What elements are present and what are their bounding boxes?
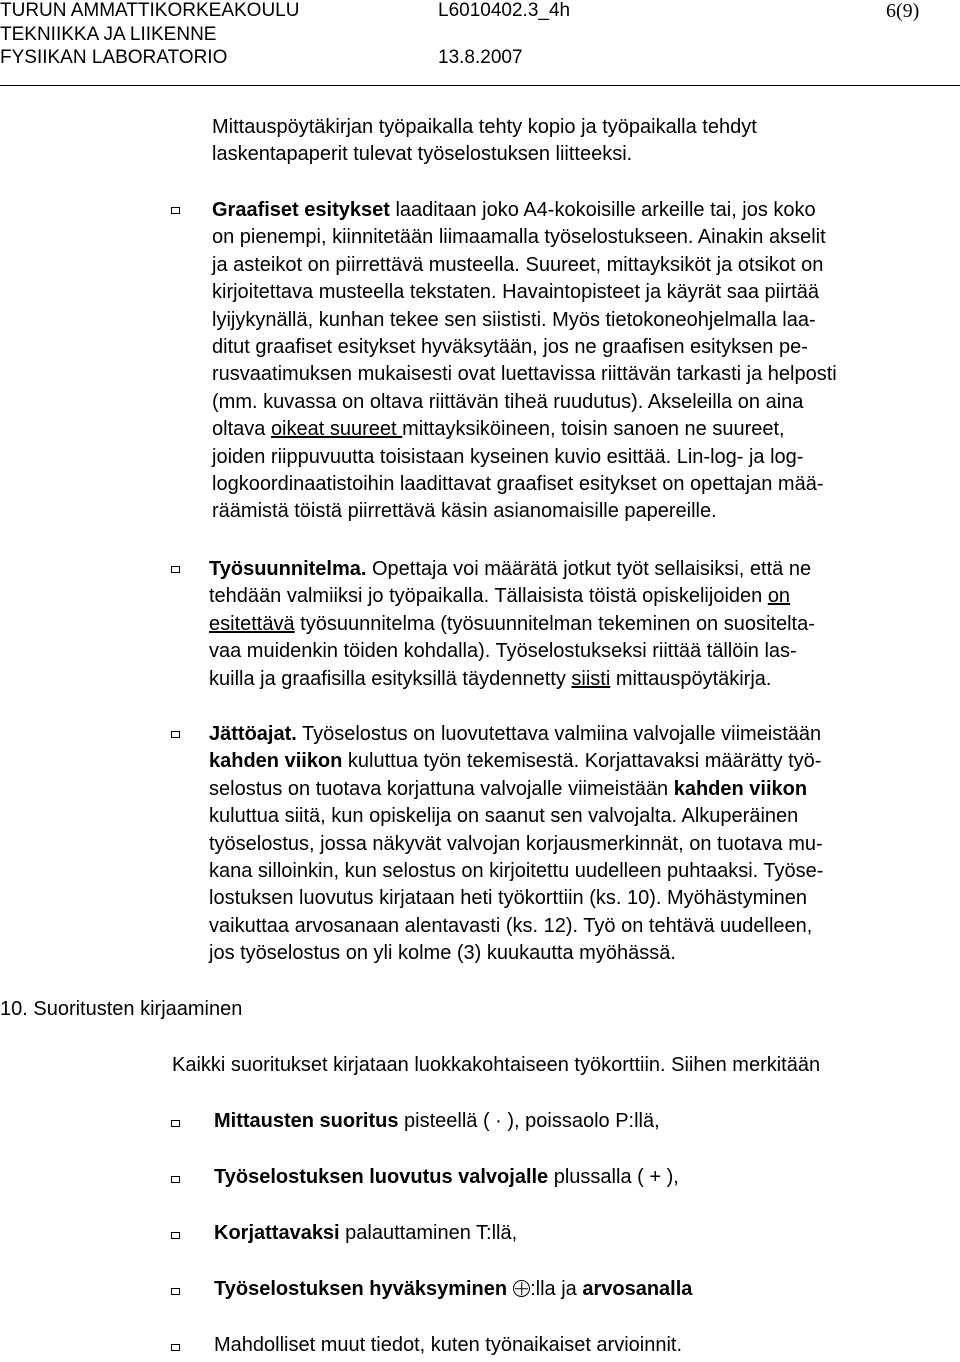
- text-span: palauttaminen T:llä,: [339, 1222, 518, 1244]
- text-span: oltava: [212, 418, 271, 441]
- underlined-text: on: [767, 585, 791, 608]
- faculty-name: TEKNIIKKA JA LIIKENNE: [0, 24, 217, 45]
- bullet-square-icon: [171, 731, 180, 738]
- underlined-text: siisti: [571, 667, 611, 690]
- text-line: logkoordinaatistoihin laadittavat graafiset esitykset on opettajan mää-: [212, 473, 824, 496]
- text-line: laskentapaperit tulevat työselostuksen liitteeksi.: [212, 143, 633, 166]
- text-line: räämistä töistä piirrettävä käsin asianomaisille papereille.: [212, 500, 717, 523]
- school-name: TURUN AMMATTIKORKEAKOULU: [0, 0, 300, 21]
- workplan-title: Työsuunnitelma.: [209, 558, 367, 580]
- text-span: pisteellä ( · ), poissaolo P:llä,: [398, 1110, 660, 1132]
- list-item: [214, 1334, 682, 1357]
- intro-paragraph: [212, 114, 757, 169]
- bold-text: Korjattavaksi: [214, 1222, 340, 1244]
- section-intro: Kaikki suoritukset kirjataan luokkakohtaiseen työkorttiin. Siihen merkitään: [172, 1054, 821, 1076]
- bullet-square-icon: [171, 1232, 180, 1239]
- deadlines-paragraph: [209, 721, 823, 968]
- circled-plus-icon: [513, 1280, 530, 1297]
- text-line: vaikuttaa arvosanaan alentavasti (ks. 12). Työ on tehtävä uudelleen,: [209, 914, 813, 937]
- text-line: rusvaatimuksen mukaisesti ovat luettavissa riittävän tarkasti ja helposti: [212, 363, 837, 386]
- text-span: mittauspöytäkirja.: [610, 667, 772, 690]
- text-line: (mm. kuvassa on oltava riittävän tiheä ruudutus). Akseleilla on aina: [212, 390, 804, 413]
- bullet-square-icon: [171, 1176, 180, 1183]
- bold-text: Työselostuksen hyväksyminen: [214, 1278, 508, 1300]
- list-item: [214, 1110, 660, 1133]
- bullet-square-icon: [171, 207, 180, 214]
- text-span: Opettaja voi määrätä jotkut työt sellaisiksi, että ne: [366, 558, 812, 580]
- text-span: mittayksiköineen, toisin sanoen ne suureet,: [402, 418, 785, 441]
- section-heading: 10. Suoritusten kirjaaminen: [0, 998, 243, 1020]
- text-span: Mahdolliset muut tiedot, kuten työnaikaiset arvioinnit.: [214, 1334, 683, 1356]
- list-item: [214, 1222, 517, 1245]
- text-span: Työselostus on luovutettava valmiina valvojalle viimeistään: [296, 723, 822, 745]
- text-line: kirjoitettava musteella tekstaten. Havaintopisteet ja käyrät saa piirtää: [212, 281, 819, 304]
- bullet-square-icon: [171, 1120, 180, 1127]
- text-line: on pienempi, kiinnitetään liimaamalla työselostukseen. Ainakin akselit: [212, 226, 826, 249]
- list-item: [214, 1278, 692, 1301]
- text-line: ditut graafiset esitykset hyväksytään, jos ne graafisen esityksen pe-: [212, 336, 808, 359]
- document-date: 13.8.2007: [438, 47, 523, 68]
- page-header: [0, 0, 960, 80]
- header-rule: [0, 85, 960, 86]
- text-line: kana silloinkin, kun selostus on kirjoitettu uudelleen puhtaaksi. Työse-: [209, 860, 824, 883]
- underlined-text: esitettävä: [209, 612, 295, 635]
- text-line: lostuksen luovutus kirjataan heti työkorttiin (ks. 10). Myöhästyminen: [209, 887, 808, 910]
- text-line: ja asteikot on piirrettävä musteella. Suureet, mittayksiköt ja otsikot on: [212, 253, 824, 276]
- text-line: työselostus, jossa näkyvät valvojan korjausmerkinnät, on tuotava mu-: [209, 832, 823, 855]
- text-line: lyijykynällä, kunhan tekee sen siististi. Myös tietokoneohjelmalla laa-: [212, 308, 816, 331]
- bold-text: arvosanalla: [582, 1278, 693, 1300]
- document-code: L6010402.3_4h: [438, 0, 571, 21]
- text-span: plussalla ( + ),: [548, 1166, 679, 1188]
- bullet-square-icon: [171, 1344, 180, 1351]
- lab-name: FYSIIKAN LABORATORIO: [0, 47, 228, 68]
- deadlines-title: Jättöajat.: [209, 723, 297, 745]
- text-line: Mittauspöytäkirjan työpaikalla tehty kopio ja työpaikalla tehdyt: [212, 116, 757, 138]
- text-span: selostus on tuotava korjattuna valvojalle viimeistään: [209, 777, 674, 800]
- page-number: 6(9): [886, 0, 920, 22]
- text-span: :lla ja: [530, 1278, 583, 1300]
- bold-text: Mittausten suoritus: [214, 1110, 399, 1132]
- text-line: jos työselostus on yli kolme (3) kuukautta myöhässä.: [209, 942, 676, 965]
- text-line: kuluttua siitä, kun opiskelija on saanut sen valvojalta. Alkuperäinen: [209, 805, 799, 828]
- bold-text: kahden viikon: [673, 777, 808, 800]
- text-span: kuilla ja graafisilla esityksillä täydennetty: [209, 667, 572, 690]
- text-span: laaditaan joko A4-kokoisille arkeille tai, jos koko: [389, 199, 816, 221]
- text-line: joiden riippuvuutta toisistaan kyseinen kuvio esittää. Lin-log- ja log-: [212, 445, 804, 468]
- graphs-title: Graafiset esitykset: [212, 199, 390, 221]
- text-span: kuluttua työn tekemisestä. Korjattavaksi määrätty työ-: [342, 750, 822, 773]
- workplan-paragraph: [209, 556, 815, 693]
- text-span: tehdään valmiiksi jo työpaikalla. Tällaisista töistä opiskelijoiden: [209, 585, 768, 608]
- list-item: [214, 1166, 679, 1189]
- bold-text: kahden viikon: [209, 750, 343, 773]
- graphs-paragraph: [212, 197, 837, 526]
- text-line: vaa muidenkin töiden kohdalla). Työselostukseksi riittää tällöin las-: [209, 640, 797, 663]
- text-span: työsuunnitelma (työsuunnitelman tekeminen on suositelta-: [294, 612, 815, 635]
- bullet-square-icon: [171, 1288, 180, 1295]
- underlined-text: oikeat suureet: [270, 418, 403, 441]
- bold-text: Työselostuksen luovutus valvojalle: [214, 1166, 549, 1188]
- bullet-square-icon: [171, 566, 180, 573]
